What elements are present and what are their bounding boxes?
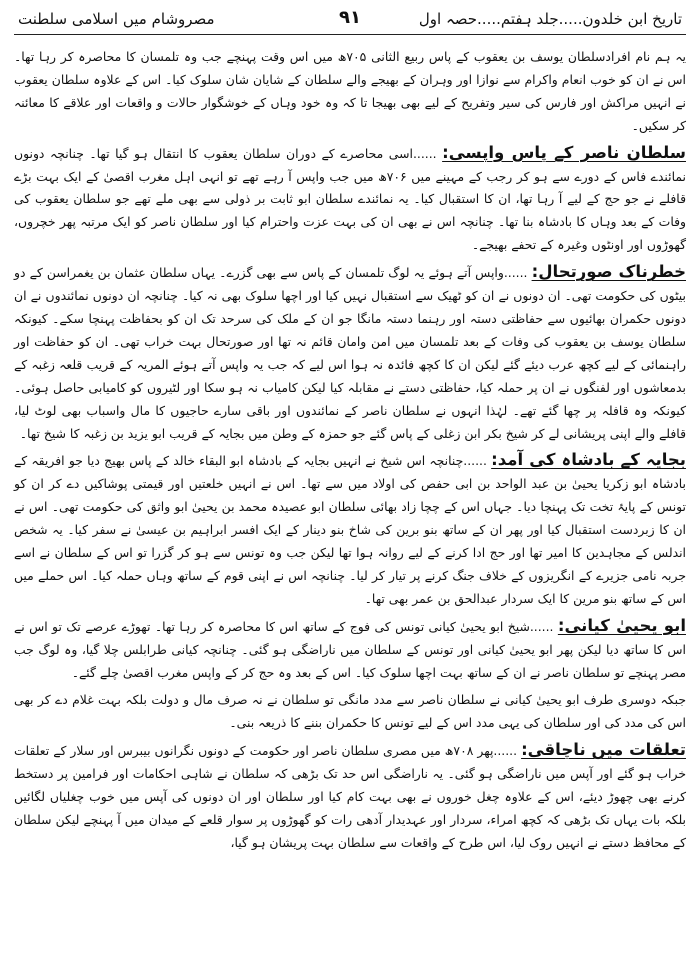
section-heading: ابو یحییٰ کیانی: bbox=[557, 615, 686, 635]
paragraph bbox=[14, 615, 686, 685]
paragraph-text: یہ ہم نام افرادسلطان یوسف بن یعقوب کے پاس ربیع الثانی ۷۰۵ھ میں اس وقت پہنچے جب وہ تلمسان کا محاصرہ کر رہا تھا۔ اس نے ان کو خوب انعام واکرام سے نوازا اور وہران کے بھیجے والے سلطان کے شایان شان سلوک کیا۔ اس کے علاوہ سلطان یعقوب نے انہیں مراکش اور فارس کی سیر وتفریح کے لیے بھی بھیجا تا کہ وہ خود وہاں کے خوشگوار حالات و واقعات اور علاقے کا معائنہ کر سکیں۔ bbox=[14, 49, 686, 133]
book-title: تاریخ ابن خلدون.....جلد ہفتم.....حصہ اول bbox=[418, 10, 682, 28]
paragraph bbox=[14, 739, 686, 855]
paragraph bbox=[14, 688, 686, 735]
paragraph-text: ......شیخ ابو یحییٰ کیانی تونس کی فوج کے ساتھ اس کا محاصرہ کر رہا تھا۔ تھوڑے عرصے تک تو اس نے اس کا ساتھ دیا لیکن پھر ابو یحییٰ کیانی اور تونس کے سلطان میں ناراضگی ہو گئی۔ چنانچہ کیانی طرابلس چلا گیا، وہ لوگ جب مصر پہنچے تو سلطان ناصر نے ان کے ساتھ بہت اچھا سلوک کیا۔ اس کے بعد وہ حج کر کے واپس مغرب اقصیٰ چلے گئے۔ bbox=[14, 618, 686, 680]
paragraph bbox=[14, 142, 686, 258]
paragraph-text: ......پھر ۷۰۸ھ میں مصری سلطان ناصر اور حکومت کے دونوں نگرانوں بیبرس اور سلار کے تعلقات خراب ہو گئے اور آپس میں ناراضگی ہو گئی۔ یہ ناراضگی اس حد تک بڑھی کہ سلطان نے شاہی احکامات اور فرامین پر دستخط کرنے بھی چھوڑ دیئے، اس کے علاوہ چغل خوروں نے بھی بہت کام کیا اور سلطان اور ان دونوں کی آپس میں خوب چغلیاں لگائیں بلکہ بات یہاں تک بڑھی کہ کچھ امراء، سردار اور عہدیدار آدھی رات کو گھوڑوں پر سوار قلعے کے میدان میں آ پہنچے لیکن سلطان کے محافظ دستے نے انہیں روک لیا، اس طرح کے واقعات سے سلطان بہت پریشان ہو گیا، bbox=[14, 743, 686, 850]
paragraph-text: ......واپس آتے ہوئے یہ لوگ تلمسان کے پاس سے بھی گزرے۔ یہاں سلطان عثمان بن یغمراسن کے دو بیٹوں کی حکومت تھی۔ ان دونوں نے ان کو ٹھیک سے استقبال نہیں کیا اور اچھا سلوک بھی نہ کیا۔ چنانچہ ان دونوں نمائندوں نے ان دونوں حکمران بھائیوں سے حفاظتی دستہ اور رہنما دستہ مانگا جو ان کے ملک کی سرحد تک ان کو بحفاظت پہنچا سکے۔ کیونکہ سلطان یوسف بن یعقوب کی وفات کے بعد تلمسان میں امن وامان قائم نہ تھا اور صورتحال بہت خراب تھی۔ ان کو حفاظت اور راہنمائی کے لیے کچھ عرب دیئے گئے لیکن ان کا کچھ فائدہ نہ ہوا اس لیے کہ جب یہ واپس آتے ہوئے المریہ کے قریب قلعہ زغبہ کے بدمعاشوں اور لفنگوں نے ان پر حملہ کیا، حفاظتی دستے نے مقابلہ کیا لیکن کامیاب نہ ہو سکا اور لٹیروں کو کامیابی حاصل ہوئی۔ کیونکہ وہ قافلہ پر چھا گئے تھے۔ لہٰذا انہوں نے سلطان ناصر کے نمائندوں اور باقی سارے حاجیوں کا مال واسباب بھی لوٹ لیا، قافلے والے اپنی پریشانی لے کر شیخ بکر ابن زغلی کے پاس گئے جو حمزہ کے وطن میں بجایہ کے قریب ابو یزید بن زغبہ کا شیخ تھا۔ bbox=[14, 265, 686, 441]
page-body bbox=[14, 45, 686, 855]
section-heading: سلطان ناصر کے پاس واپسی: bbox=[442, 142, 686, 162]
running-header bbox=[14, 6, 686, 35]
paragraph-text: ......اسی محاصرے کے دوران سلطان یعقوب کا انتقال ہو گیا تھا۔ چنانچہ دونوں نمائندے فاس کے دورے سے ہو کر رجب کے مہینے میں ۷۰۶ھ میں جب واپس آ رہے تھے تو انہی اہل مغرب اقصیٰ کے ایک بہت بڑے قافلے نے جو حج کے لیے آ رہا تھا، ان کا استقبال کیا۔ یہ نمائندے سلطان ابو ثابت بر ذولی سے بھی ملے تھے جو سلطان یعقوب کی وفات کے بعد وہاں کا بادشاہ بنا تھا۔ چنانچہ اس نے بھی ان کی بہت عزت واحترام کیا اور سلطان ناصر کو ایک مرتبہ پھر خچروں، گھوڑوں اور اونٹوں وغیرہ کے تحفے بھیجے۔ bbox=[14, 145, 686, 253]
page-number: ٩١ bbox=[339, 7, 361, 28]
paragraph-text: ......چنانچہ اس شیخ نے انہیں بجایہ کے بادشاہ ابو البقاء خالد کے پاس بھیج دیا جو افریقہ کے بادشاہ ابو زکریا یحییٰ بن عبد الواحد بن ابی حفص کی اولاد میں سے تھا۔ اس نے انہیں خلعتیں اور قیمتی پوشاکیں دے کر ان کو تونس کے پایۂ تخت تک پہنچا دیا۔ جہاں اس کے چچا زاد بھائی سلطان ابو عصیدہ محمد بن یحییٰ ابو واثق کی حکومت تھی۔ اس نے ان کا زبردست استقبال کیا اور پھر ان کے ساتھ بنو برین کی شاخ بنو دینار کے ایک افسر ابراہیم بن عیسیٰ نے سفر کیا۔ یہ شخص اندلس کے مجاہدین کا امیر تھا اور حج ادا کرنے کے لیے روانہ ہوا تھا لیکن جب وہ تونس سے ہو کر گزرا تو اس کے سلطان نے اسے جربہ نامی جزیرے کے انگریزوں کے خلاف جنگ کرنے پر تیار کر لیا۔ چنانچہ اس نے اپنی قوم کے ساتھ وہاں حملہ کیا۔ اس حملے میں اس کے ساتھ بنو مرین کا ایک سردار عبدالحق بن عمر بھی تھا۔ bbox=[14, 453, 686, 606]
paragraph bbox=[14, 449, 686, 610]
chapter-title: مصروشام میں اسلامی سلطنت bbox=[18, 10, 215, 28]
section-heading: خطرناک صورتحال: bbox=[531, 262, 686, 282]
paragraph bbox=[14, 45, 686, 138]
paragraph-text: جبکہ دوسری طرف ابو یحییٰ کیانی نے سلطان ناصر سے مدد مانگی تو سلطان نے نہ صرف مال و دولت بلکہ بہت غلام دے کر بھی اس کی مدد کی اور سلطان کی یہی مدد اس کے لیے تونس کا حکمران بننے کا ذریعہ بنی۔ bbox=[14, 692, 686, 731]
paragraph bbox=[14, 261, 686, 445]
section-heading: بجایہ کے بادشاہ کی آمد: bbox=[491, 450, 686, 470]
section-heading: تعلقات میں ناچاقی: bbox=[521, 740, 686, 760]
